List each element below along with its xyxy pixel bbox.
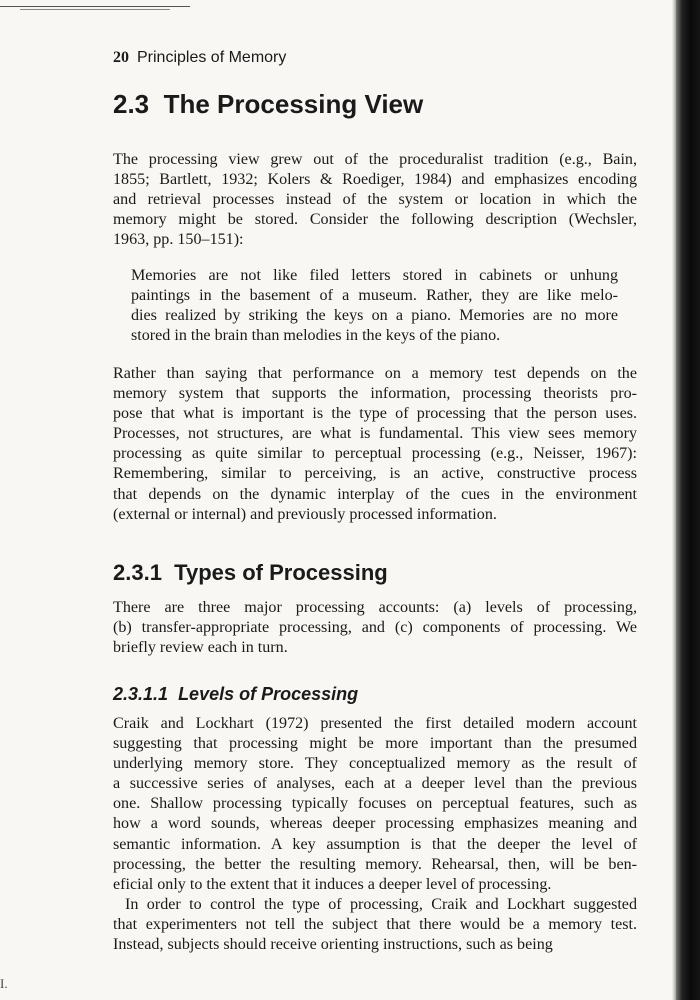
section-heading bbox=[113, 88, 423, 120]
top-rule-secondary bbox=[20, 9, 170, 10]
text-line: briefly review each in turn. bbox=[113, 639, 288, 657]
paragraph-levels bbox=[113, 714, 637, 895]
scan-corner-mark: I. bbox=[0, 976, 8, 991]
text-line: pose that what is important is the type of processing that the person uses. bbox=[113, 405, 637, 423]
running-title: Principles of Memory bbox=[137, 49, 287, 66]
text-line: There are three major processing accounts: (a) levels of processing, bbox=[113, 599, 637, 616]
text-line: Rather than saying that performance on a memory test depends on the bbox=[113, 365, 637, 382]
text-line: Memories are not like filed letters stored in cabinets or unhung bbox=[131, 267, 618, 284]
text-line: one. Shallow processing typically focuses on perceptual features, such as bbox=[113, 795, 637, 813]
text-line: paintings in the basement of a museum. Rather, they are like melo- bbox=[131, 287, 618, 305]
text-line: Craik and Lockhart (1972) presented the first detailed modern account bbox=[113, 715, 637, 732]
text-line: In order to control the type of processing, Craik and Lockhart suggested bbox=[125, 896, 637, 913]
text-line: that depends on the dynamic interplay of the cues in the environment bbox=[113, 485, 637, 503]
text-line: Processes, not structures, are what is fundamental. This view sees memory bbox=[113, 425, 637, 443]
subsubsection-heading bbox=[113, 682, 358, 706]
subsubsection-number: 2.3.1.1 bbox=[113, 684, 169, 704]
running-header bbox=[113, 49, 286, 67]
text-line: how a word sounds, whereas deeper processing emphasizes meaning and bbox=[113, 815, 637, 833]
text-line: that experimenters not tell the subject that there would be a memory test. bbox=[113, 916, 637, 934]
page-number: 20 bbox=[113, 49, 129, 66]
text-line: eficial only to the extent that it induces a deeper level of processing. bbox=[113, 875, 552, 893]
text-line: processing as quite similar to perceptual processing (e.g., Neisser, 1967): bbox=[113, 445, 637, 463]
block-quote bbox=[131, 266, 618, 346]
subsection-heading bbox=[113, 559, 388, 587]
text-line: underlying memory store. They conceptualized memory as the result of bbox=[113, 755, 637, 773]
text-line: 1963, pp. 150–151): bbox=[113, 231, 244, 249]
text-line: a successive series of analyses, each at a deeper level than the previous bbox=[113, 775, 637, 793]
paragraph-processing bbox=[113, 364, 637, 525]
paragraph-types bbox=[113, 598, 637, 658]
text-line: memory system that supports the information, processing theorists pro- bbox=[113, 385, 637, 403]
text-line: The processing view grew out of the proceduralist tradition (e.g., Bain, bbox=[113, 151, 637, 168]
text-line: Remembering, similar to perceiving, is an active, constructive process bbox=[113, 465, 637, 483]
subsection-number: 2.3.1 bbox=[113, 560, 162, 585]
paragraph-intro bbox=[113, 150, 637, 250]
text-line: semantic information. A key assumption is that the deeper the level of bbox=[113, 835, 637, 853]
text-line: 1855; Bartlett, 1932; Kolers & Roediger, 1984) and emphasizes encoding bbox=[113, 171, 637, 189]
section-number: 2.3 bbox=[113, 89, 150, 119]
text-line: (b) transfer-appropriate processing, and (c) components of processing. We bbox=[113, 619, 637, 637]
text-line: Instead, subjects should receive orienting instructions, such as being bbox=[113, 936, 553, 954]
text-line: processing, the better the resulting memory. Rehearsal, then, will be ben- bbox=[113, 855, 637, 873]
text-line: suggesting that processing might be more important than the presumed bbox=[113, 735, 637, 753]
text-line: memory might be stored. Consider the following description (Wechsler, bbox=[113, 211, 637, 229]
subsection-title: Types of Processing bbox=[174, 560, 388, 585]
text-line: and retrieval processes instead of the system or location in which the bbox=[113, 191, 637, 209]
top-rule bbox=[0, 6, 190, 7]
text-line: stored in the brain than melodies in the keys of the piano. bbox=[131, 327, 501, 345]
subsubsection-title: Levels of Processing bbox=[178, 684, 359, 704]
section-title: The Processing View bbox=[163, 89, 424, 119]
text-line: (external or internal) and previously processed information. bbox=[113, 505, 497, 523]
text-line: dies realized by striking the keys on a piano. Memories are no more bbox=[131, 307, 618, 325]
scan-edge-bar bbox=[676, 0, 700, 1000]
paragraph-orienting bbox=[113, 895, 637, 955]
